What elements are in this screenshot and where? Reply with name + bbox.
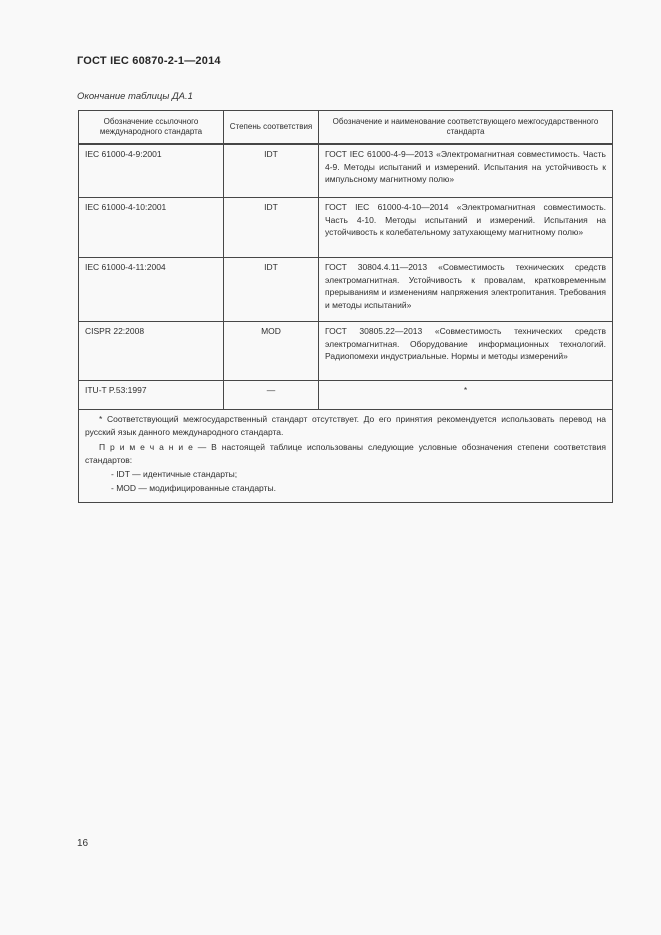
footnote-item-mod: - MOD — модифицированные стандарты. [111, 483, 276, 493]
footnote-note: П р и м е ч а н и е — В настоящей таблице использованы следующие условные обозначения степени соответствия стандартов: [85, 442, 606, 465]
page-title: ГОСТ IEC 60870-2-1—2014 [77, 55, 221, 67]
table-footnote-cell [79, 410, 613, 503]
cell-degree: IDT [224, 144, 319, 198]
cell-standard-name: * [319, 381, 613, 410]
cell-degree: MOD [224, 322, 319, 381]
table-row [79, 198, 613, 258]
table-row [79, 144, 613, 198]
table-footnote-row [79, 410, 613, 503]
cell-reference-standard: IEC 61000-4-9:2001 [79, 144, 224, 198]
cell-standard-name: ГОСТ IEC 61000-4-10—2014 «Электромагнитная совместимость. Часть 4-10. Методы испытаний и измерений. Испытания на устойчивость к колебательному затухающему магнитному полю» [319, 198, 613, 258]
table-caption: Окончание таблицы ДА.1 [77, 91, 193, 102]
cell-reference-standard: IEC 61000-4-11:2004 [79, 258, 224, 322]
table-row [79, 322, 613, 381]
column-header-degree: Степень соответствия [224, 111, 319, 145]
footnote-asterisk-note: * Соответствующий межгосударственный стандарт отсутствует. До его принятия рекомендуется использовать перевод на русский язык данного международного стандарта. [85, 414, 606, 437]
column-header-reference-standard: Обозначение ссылочного международного стандарта [79, 111, 224, 145]
footnote-item-idt: - IDT — идентичные стандарты; [111, 469, 238, 479]
standards-correspondence-table [78, 110, 613, 503]
cell-degree: IDT [224, 198, 319, 258]
cell-standard-name: ГОСТ 30805.22—2013 «Совместимость технических средств электромагнитная. Оборудование информационных технологий. Радиопомехи индустриальные. Нормы и методы измерений» [319, 322, 613, 381]
page-number: 16 [77, 838, 89, 849]
column-header-interstate-standard: Обозначение и наименование соответствующего межгосударственного стандарта [319, 111, 613, 145]
table-row [79, 381, 613, 410]
cell-reference-standard: ITU-T P.53:1997 [79, 381, 224, 410]
cell-standard-name: ГОСТ 30804.4.11—2013 «Совместимость технических средств электромагнитная. Устойчивость к провалам, кратковременным прерываниям и изменениям напряжения электропитания. Требования и методы испытаний» [319, 258, 613, 322]
table-row [79, 258, 613, 322]
cell-reference-standard: IEC 61000-4-10:2001 [79, 198, 224, 258]
cell-reference-standard: CISPR 22:2008 [79, 322, 224, 381]
table-header-row [79, 111, 613, 145]
cell-degree: IDT [224, 258, 319, 322]
cell-degree: — [224, 381, 319, 410]
cell-standard-name: ГОСТ IEC 61000-4-9—2013 «Электромагнитная совместимость. Часть 4-9. Методы испытаний и измерений. Испытания на устойчивость к импульсному магнитному полю» [319, 144, 613, 198]
